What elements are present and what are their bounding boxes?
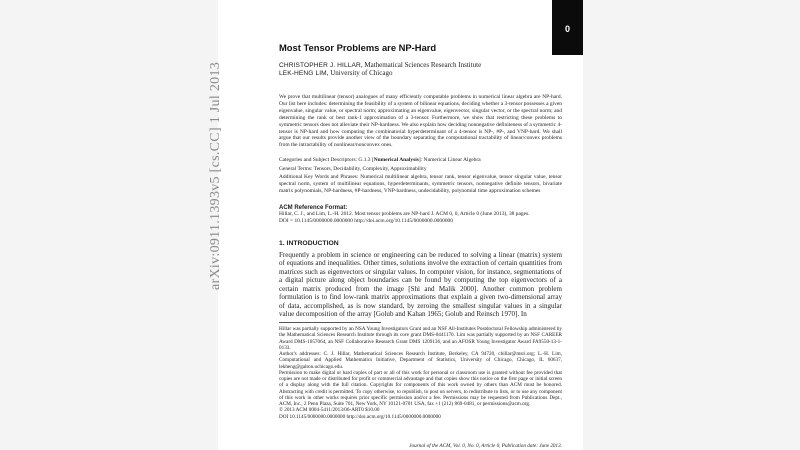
abstract: We prove that multilinear (tensor) analogues of many efficiently computable problems in numerical linear algebra are NP-hard. Our list here includes: determining the feasibility of a system of bilinear equations, deciding whether a 3-tensor possesses a given eigenvalue, singular value, or spectral norm; approximating an eigenvalue, eigenvector, singular vector, or the spectral norm; and determining the rank or best rank-1 approximation of a 3-tensor. Furthermore, we show that restricting these problems to symmetric tensors does not alleviate their NP-hardness. We also explain how deciding nonnegative definiteness of a symmetric 4-tensor is NP-hard and how computing the combinatorial hyperdeterminant of a 4-tensor is NP-, #P-, and VNP-hard. We shall argue that our results provide another view of the boundary separating the computational tractability of linear/convex problems from the intractability of nonlinear/nonconvex ones. — [279, 94, 562, 149]
footnote-doi: DOI 10.1145/0000000.0000000 http://doi.acm.org/10.1145/0000000.0000000 — [279, 413, 441, 420]
paper-title: Most Tensor Problems are NP-Hard — [279, 42, 437, 53]
reference-format-heading: ACM Reference Format: — [279, 205, 348, 211]
arxiv-identifier: arXiv:0911.1393v5 [cs.CC] 1 Jul 2013 — [208, 61, 223, 290]
journal-footer: Journal of the ACM, Vol. 0, No. 0, Article 0, Publication date: June 2013. — [409, 443, 562, 449]
footnote-funding: Hillar was partially supported by an NSA Young Investigators Grant and an NSF All-Institutes Postdoctoral Fellowship administered by the Mathematical Sciences Research Institute through its core grant DMS-0441170. Lim was partially supported by an NSF CAREER Award DMS-1057064, an NSF Collaborative Research Grant DMS 1209136, and an AFOSR Young Investigator Award FA9550-13-1-0133. — [279, 326, 562, 351]
author-line-2 — [279, 69, 392, 77]
intro-paragraph: Frequently a problem in science or engineering can be reduced to solving a linear (matrix) system of equations and inequalities. Other times, solutions involve the extraction of certain quantities from matrices such as eigenvectors or singular values. In computer vision, for instance, segmentations of a digital picture along object boundaries can be found by computing the top eigenvectors of a certain matrix produced from the image [Shi and Malik 2000]. Another common problem formulation is to find low-rank matrix approximations that explain a given two-dimensional array of data, accomplished, as is now standard, by zeroing the smallest singular values in a singular value decomposition of the array [Golub and Kahan 1965; Golub and Reinsch 1970]. In — [279, 251, 562, 319]
paper-page — [218, 0, 583, 450]
general-terms: General Terms: Tensors, Decidability, Complexity, Approximability — [279, 166, 427, 172]
author-name: CHRISTOPHER J. HILLAR — [279, 62, 361, 69]
author-affiliation: , University of Chicago — [326, 69, 393, 77]
keywords: Additional Key Words and Phrases: Numerical multilinear algebra, tensor rank, tensor eigenvalue, tensor singular value, tensor spectral norm, system of multilinear equations, hyperdeterminants, symmetric tensors, nonnegative definite tensors, bivariate matrix polynomials, NP-hardness, #P-hardness, VNP-hardness, undecidability, polynomial time approximation schemes — [279, 174, 562, 194]
footnote-permission: Permission to make digital or hard copies of part or all of this work for personal or classroom use is granted without fee provided that copies are not made or distributed for profit or commercial advantage and that copies show this notice on the first page or initial screen of a display along with the full citation. Copyrights for components of this work owned by others than ACM must be honored. Abstracting with credit is permitted. To copy otherwise, to republish, to post on servers, to redistribute to lists, or to use any component of this work in other works requires prior specific permission and/or a fee. Permissions may be requested from Publications Dept., ACM, Inc., 2 Penn Plaza, Suite 701, New York, NY 10121-0701 USA, fax +1 (212) 869-0481, or permissions@acm.org. — [279, 369, 562, 407]
footnote-rule — [279, 322, 381, 323]
page-number-tab — [552, 0, 583, 55]
author-line-1 — [279, 61, 481, 69]
author-name: LEK-HENG LIM — [279, 70, 327, 77]
reference-format — [279, 205, 562, 225]
page-number: 0 — [564, 24, 570, 34]
reference-format-doi: DOI = 10.1145/0000000.0000000 http://doi.acm.org/10.1145/0000000.0000000 — [279, 217, 453, 224]
section-heading: 1. INTRODUCTION — [279, 240, 339, 247]
categories: Categories and Subject Descriptors: G.1.3 [Numerical Analysis]: Numerical Linear Algebra — [279, 157, 481, 163]
footnote-copyright: © 2013 ACM 0004-5411/2013/06-ART0 $10.00 — [279, 407, 380, 414]
footnotes — [279, 326, 562, 420]
author-affiliation: , Mathematical Sciences Research Institute — [360, 61, 482, 69]
reference-format-text: Hillar, C. J., and Lim, L.-H. 2012. Most tensor problems are NP-hard J. ACM 0, 0, Article 0 (June 2013), 38 pages. — [279, 211, 530, 217]
footnote-addresses: Author's addresses: C. J. Hillar, Mathematical Sciences Research Institute, Berkeley, CA 94720, chillar@msri.org; L.-H. Lim, Computational and Applied Mathematics Initiative, Department of Statistics, University of Chicago, Chicago, IL 60637, lekheng@galton.uchicago.edu. — [279, 351, 562, 370]
